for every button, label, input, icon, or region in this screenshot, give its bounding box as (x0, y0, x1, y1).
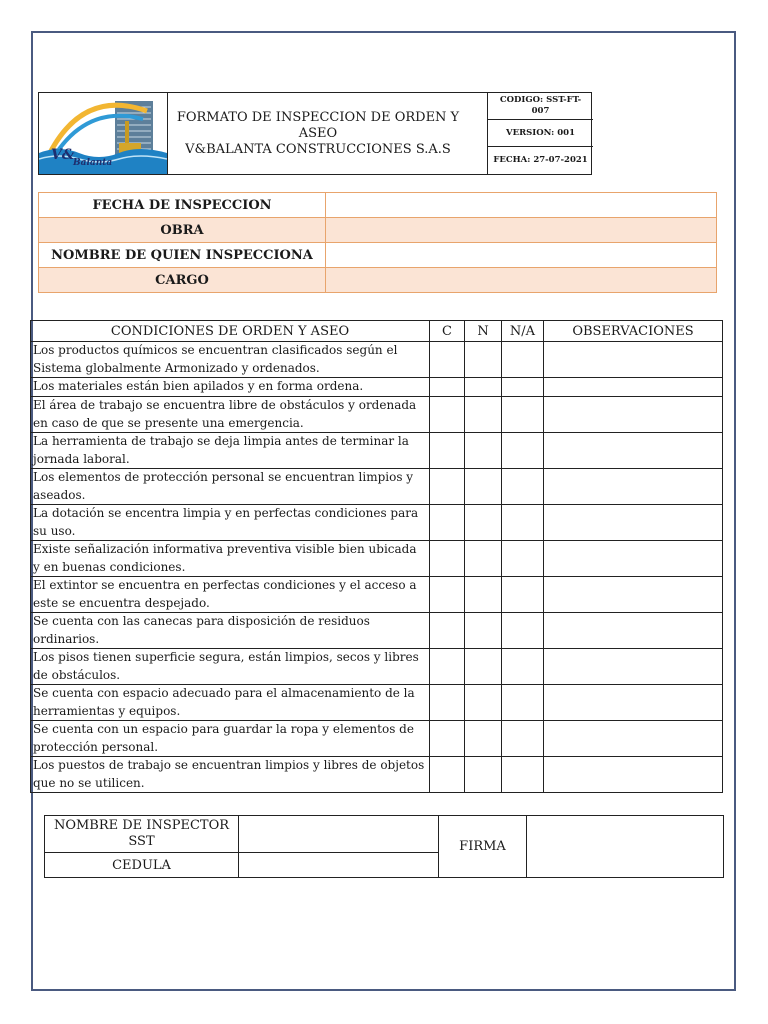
info-label: OBRA (39, 218, 326, 243)
document-meta (487, 93, 593, 174)
observation-field[interactable] (544, 342, 723, 378)
checklist-row (31, 469, 723, 505)
check-n[interactable] (465, 721, 502, 757)
observation-field[interactable] (544, 433, 723, 469)
header-observations: OBSERVACIONES (544, 321, 723, 342)
checklist-row (31, 342, 723, 378)
observation-field[interactable] (544, 378, 723, 397)
checklist-row (31, 397, 723, 433)
check-n[interactable] (465, 613, 502, 649)
condition-text: El área de trabajo se encuentra libre de obstáculos y ordenada en caso de que se presente una emergencia. (31, 397, 430, 433)
observation-field[interactable] (544, 721, 723, 757)
cedula-input[interactable] (239, 853, 439, 878)
check-c[interactable] (430, 342, 465, 378)
info-row (39, 218, 717, 243)
checklist-row (31, 649, 723, 685)
observation-field[interactable] (544, 505, 723, 541)
header-condition: CONDICIONES DE ORDEN Y ASEO (31, 321, 430, 342)
observation-field[interactable] (544, 397, 723, 433)
info-label: FECHA DE INSPECCION (39, 193, 326, 218)
check-c[interactable] (430, 685, 465, 721)
observation-field[interactable] (544, 649, 723, 685)
svg-text:V&: V& (51, 147, 75, 163)
check-n[interactable] (465, 577, 502, 613)
check-na[interactable] (502, 433, 544, 469)
check-c[interactable] (430, 469, 465, 505)
check-na[interactable] (502, 757, 544, 793)
condition-text: Se cuenta con espacio adecuado para el almacenamiento de la herramientas y equipos. (31, 685, 430, 721)
check-n[interactable] (465, 469, 502, 505)
header-na: N/A (502, 321, 544, 342)
obra-field[interactable] (326, 218, 717, 243)
checklist-row (31, 685, 723, 721)
check-c[interactable] (430, 613, 465, 649)
check-na[interactable] (502, 378, 544, 397)
checklist-row (31, 541, 723, 577)
company-logo (39, 93, 168, 174)
checklist-row (31, 433, 723, 469)
check-c[interactable] (430, 433, 465, 469)
checklist-row (31, 721, 723, 757)
document-date: FECHA: 27-07-2021 (493, 155, 588, 165)
info-label: CARGO (39, 268, 326, 293)
check-na[interactable] (502, 342, 544, 378)
inspector-name-field[interactable] (326, 243, 717, 268)
check-n[interactable] (465, 433, 502, 469)
condition-text: La herramienta de trabajo se deja limpia antes de terminar la jornada laboral. (31, 433, 430, 469)
signature-table (44, 815, 724, 878)
form-title (168, 93, 468, 174)
check-na[interactable] (502, 613, 544, 649)
condition-text: El extintor se encuentra en perfectas condiciones y el acceso a este se encuentra despejado. (31, 577, 430, 613)
document-version: VERSION: 001 (488, 120, 593, 147)
check-na[interactable] (502, 505, 544, 541)
title-line-2: ASEO (298, 125, 338, 141)
observation-field[interactable] (544, 541, 723, 577)
observation-field[interactable] (544, 577, 723, 613)
inspector-name-input[interactable] (239, 816, 439, 853)
condition-text: Los productos químicos se encuentran clasificados según el Sistema globalmente Armonizado y ordenados. (31, 342, 430, 378)
check-na[interactable] (502, 541, 544, 577)
check-n[interactable] (465, 685, 502, 721)
condition-text: Los elementos de protección personal se encuentran limpios y aseados. (31, 469, 430, 505)
check-n[interactable] (465, 541, 502, 577)
check-na[interactable] (502, 397, 544, 433)
check-c[interactable] (430, 541, 465, 577)
check-na[interactable] (502, 577, 544, 613)
checklist-table (30, 320, 723, 793)
check-c[interactable] (430, 721, 465, 757)
check-n[interactable] (465, 505, 502, 541)
cedula-label: CEDULA (45, 853, 239, 878)
check-na[interactable] (502, 649, 544, 685)
signature-row (45, 816, 724, 853)
condition-text: Los pisos tienen superficie segura, están limpios, secos y libres de obstáculos. (31, 649, 430, 685)
checklist-row (31, 577, 723, 613)
checklist-header-row (31, 321, 723, 342)
condition-text: La dotación se encentra limpia y en perfectas condiciones para su uso. (31, 505, 430, 541)
document-code: CODIGO: SST-FT-007 (488, 93, 593, 120)
check-n[interactable] (465, 342, 502, 378)
inspection-info-table (38, 192, 717, 293)
condition-text: Se cuenta con un espacio para guardar la ropa y elementos de protección personal. (31, 721, 430, 757)
condition-text: Los materiales están bien apilados y en forma ordena. (31, 378, 430, 397)
condition-text: Se cuenta con las canecas para disposición de residuos ordinarios. (31, 613, 430, 649)
observation-field[interactable] (544, 613, 723, 649)
title-line-1: FORMATO DE INSPECCION DE ORDEN Y (176, 109, 460, 125)
checklist-row (31, 757, 723, 793)
check-c[interactable] (430, 378, 465, 397)
check-na[interactable] (502, 721, 544, 757)
check-na[interactable] (502, 469, 544, 505)
condition-text: Existe señalización informativa preventiva visible bien ubicada y en buenas condiciones. (31, 541, 430, 577)
form-header (38, 92, 592, 175)
firma-field[interactable] (527, 816, 724, 878)
observation-field[interactable] (544, 685, 723, 721)
checklist-row (31, 505, 723, 541)
check-n[interactable] (465, 378, 502, 397)
svg-text:Balanta: Balanta (73, 158, 113, 168)
observation-field[interactable] (544, 757, 723, 793)
inspector-label: NOMBRE DE INSPECTOR SST (45, 816, 239, 853)
info-row (39, 193, 717, 218)
checklist-row (31, 613, 723, 649)
firma-label: FIRMA (439, 816, 527, 878)
observation-field[interactable] (544, 469, 723, 505)
inspection-date-field[interactable] (326, 193, 717, 218)
check-c[interactable] (430, 649, 465, 685)
check-c[interactable] (430, 397, 465, 433)
check-n[interactable] (465, 757, 502, 793)
check-n[interactable] (465, 397, 502, 433)
condition-text: Los puestos de trabajo se encuentran limpios y libres de objetos que no se utilicen. (31, 757, 430, 793)
checklist-row (31, 378, 723, 397)
check-c[interactable] (430, 505, 465, 541)
info-row (39, 268, 717, 293)
header-n: N (465, 321, 502, 342)
check-na[interactable] (502, 685, 544, 721)
info-label: NOMBRE DE QUIEN INSPECCIONA (39, 243, 326, 268)
check-n[interactable] (465, 649, 502, 685)
check-c[interactable] (430, 757, 465, 793)
header-c: C (430, 321, 465, 342)
info-row (39, 243, 717, 268)
cargo-field[interactable] (326, 268, 717, 293)
check-c[interactable] (430, 577, 465, 613)
title-line-3: V&BALANTA CONSTRUCCIONES S.A.S (185, 141, 451, 157)
